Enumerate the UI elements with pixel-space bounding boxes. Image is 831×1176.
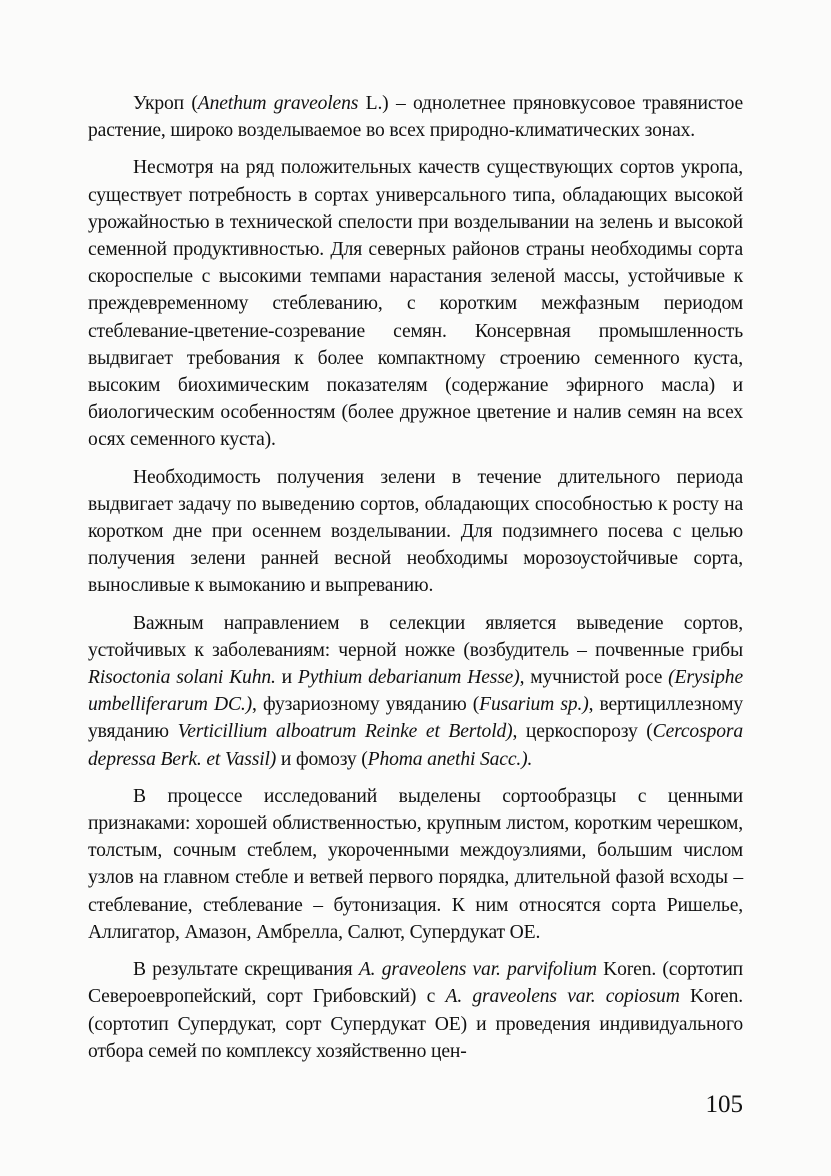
text-run: В процессе исследований выделены сортообразцы с ценными признаками: хорошей облиственностью, крупным листом, коротким черешком, толстым, сочным стеблем, укороченными междоузлиями, большим числом узлов на главном стебле и ветвей первого порядка, длительной фазой всходы – стеблевание, стеблевание – бутонизация. К ним относятся сорта Ришелье, Аллигатор, Амазон, Амбрелла, Салют, Супердукат ОЕ.: [88, 785, 743, 943]
latin-name: Anethum graveolens: [197, 93, 359, 114]
latin-name: A. graveolens var. parvifolium: [358, 959, 597, 981]
paragraph-6: [88, 956, 743, 1065]
latin-name: A. graveolens var. copiosum: [445, 986, 680, 1008]
paragraph-3: [88, 464, 743, 600]
paragraph-2: [88, 154, 743, 453]
latin-name: Verticillium alboatrum Reinke et Bertold): [177, 721, 513, 743]
text-run: , мучнистой росе: [519, 667, 669, 689]
text-run: L.) – однолетнее пряновкусовое травянистое растение, широко возделываемое во всех природно-климатических зонах.: [88, 93, 744, 142]
paragraph-1: [88, 90, 743, 144]
text-run: Koren. (сортотип Супердукат, сорт Супердукат ОЕ) и проведения индивидуального отбора семей по комплексу хозяйственно цен-: [88, 986, 744, 1062]
text-run: Koren. (сортотип Североевропейский, сорт Грибовский) с: [88, 959, 743, 1008]
text-run: , вертициллезному увяданию: [88, 694, 743, 743]
latin-name: (Erysiphe umbelliferarum DC.): [88, 667, 743, 716]
latin-name: Cercospora depressa Berk. et Vassil): [88, 721, 743, 770]
paragraph-5: [88, 783, 743, 946]
text-run: Необходимость получения зелени в течение длительного периода выдвигает задачу по выведению сортов, обладающих способностью к росту на коротком дне при осеннем возделывании. Для подзимнего посева с целью получения зелени ранней весной необходимы морозоустойчивые сорта, выносливые к вымоканию и выпреванию.: [88, 466, 743, 597]
body-text: [88, 90, 743, 1065]
text-run: , фузариозному увяданию (: [252, 694, 480, 716]
text-run: и фомозу (: [276, 748, 368, 770]
text-run: В результате скрещивания: [133, 959, 359, 981]
page-number: 105: [705, 1091, 743, 1118]
latin-name: Phoma anethi Sacc.).: [367, 748, 533, 770]
latin-name: Risoctonia solani Kuhn.: [88, 667, 276, 689]
text-run: Важным направлением в селекции является выведение сортов, устойчивых к заболеваниям: черной ножке (возбудитель – почвенные грибы: [88, 612, 743, 661]
text-run: Укроп (: [133, 93, 198, 114]
latin-name: Fusarium sp.): [479, 694, 589, 716]
latin-name: Pythium debarianum Hesse): [297, 667, 520, 689]
paragraph-4: [88, 610, 743, 773]
text-run: Несмотря на ряд положительных качеств существующих сортов укропа, существует потребность в сортах универсального типа, обладающих высокой урожайностью в технической спелости при возделывании на зелень и высокой семенной продуктивностью. Для северных районов страны необходимы сорта скороспелые с высокими темпами нарастания зеленой массы, устойчивые к преждевременному стеблеванию, с коротким межфазным периодом стеблевание-цветение-созревание семян. Консервная промышленность выдвигает требования к более компактному строению семенного куста, высоким биохимическим показателям (содержание эфирного масла) и биологическим особенностям (более дружное цветение и налив семян на всех осях семенного куста).: [88, 157, 743, 451]
text-run: и: [275, 667, 298, 689]
text-run: , церкоспорозу (: [512, 721, 653, 743]
